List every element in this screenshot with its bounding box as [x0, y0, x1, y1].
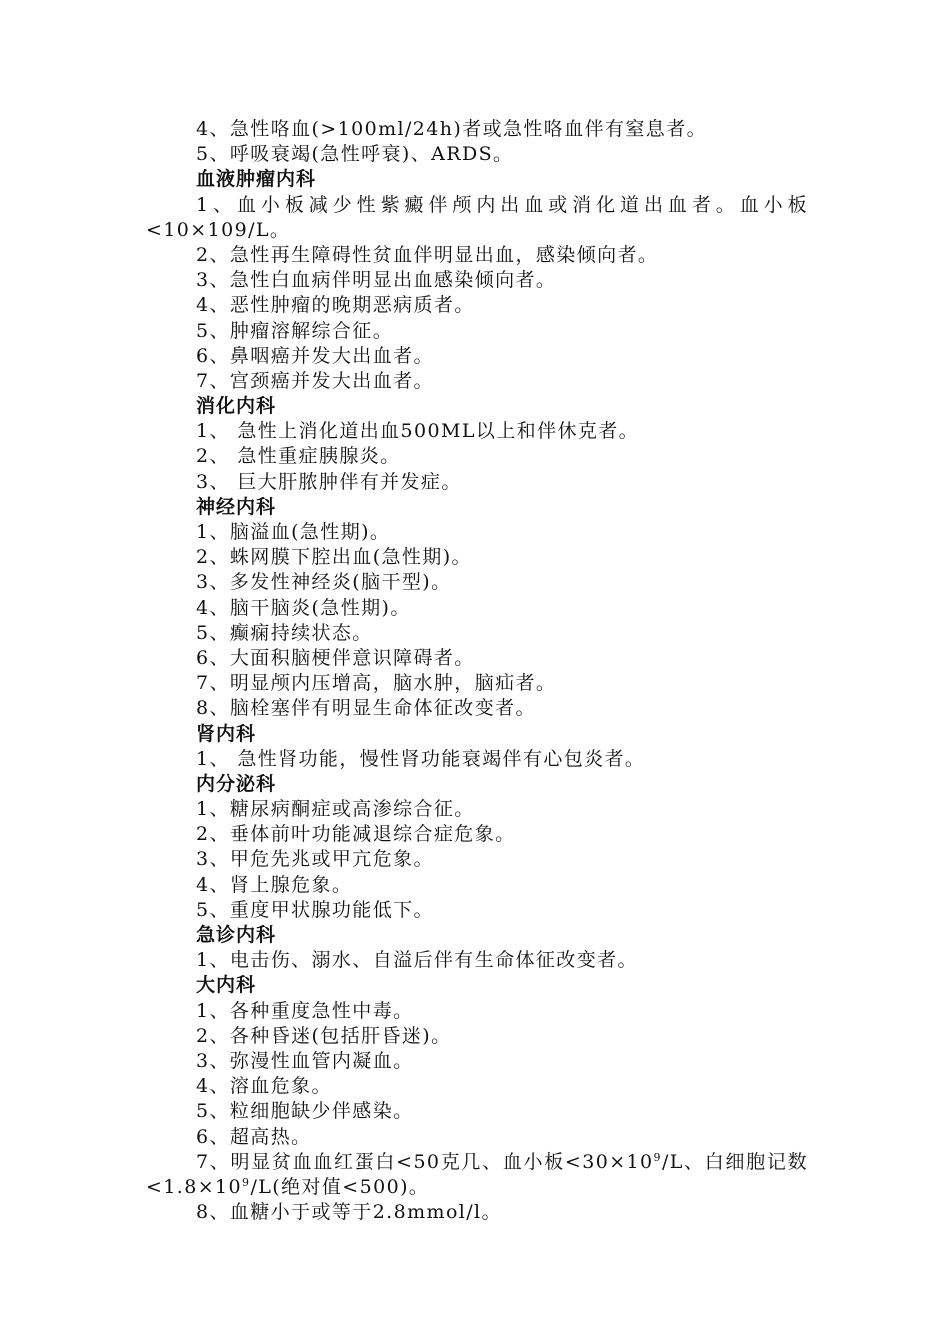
line-text-tail: /L(绝对值<500)。 [250, 1175, 430, 1198]
list-item: 6、大面积脑梗伴意识障碍者。 [196, 646, 475, 669]
list-item: 1、血小板减少性紫癜伴颅内出血或消化道出血者。血小板 [196, 193, 808, 216]
list-item: 5、粒细胞缺少伴感染。 [196, 1100, 414, 1123]
list-item: 8、脑栓塞伴有明显生命体征改变者。 [196, 697, 536, 720]
list-item: 1、脑溢血(急性期)。 [196, 521, 391, 543]
list-item: 8、血糖小于或等于2.8mmol/l。 [196, 1201, 502, 1224]
document-page [0, 117, 950, 1225]
list-item: 2、各种昏迷(包括肝昏迷)。 [196, 1024, 452, 1047]
list-item: 7、明显颅内压增高，脑水肿，脑疝者。 [196, 672, 557, 695]
superscript: 9 [242, 1175, 251, 1189]
section-heading: 肾内科 [196, 722, 257, 745]
list-item [0, 1150, 950, 1175]
line-text: <1.8×10 [146, 1175, 243, 1198]
list-item: 5、肿瘤溶解综合征。 [196, 319, 394, 342]
section-heading: 内分泌科 [196, 772, 277, 795]
list-item: 3、多发性神经炎(脑干型)。 [196, 571, 452, 594]
section-heading: 神经内科 [196, 495, 277, 518]
list-item: 4、恶性肿瘤的晚期恶病质者。 [196, 294, 475, 317]
list-item: 1、糖尿病酮症或高渗综合征。 [196, 798, 475, 821]
list-item: 4、脑干脑炎(急性期)。 [196, 596, 411, 619]
line-text-tail: /L、白细胞记数 [661, 1150, 808, 1173]
list-item: 2、垂体前叶功能减退综合症危象。 [196, 823, 516, 846]
list-item: 2、 急性重症胰腺炎。 [196, 445, 401, 468]
list-item: 4、溶血危象。 [196, 1075, 332, 1098]
list-item: 2、急性再生障碍性贫血伴明显出血，感染倾向者。 [196, 243, 659, 266]
list-item: 5、重度甲状腺功能低下。 [196, 898, 434, 921]
list-item: 1、 急性肾功能，慢性肾功能衰竭伴有心包炎者。 [196, 747, 646, 770]
list-item: 4、肾上腺危象。 [196, 873, 353, 896]
section-heading: 消化内科 [196, 395, 277, 418]
list-item: 5、呼吸衰竭(急性呼衰)、ARDS。 [196, 143, 514, 166]
section-heading: 大内科 [196, 974, 257, 997]
list-item: 2、蛛网膜下腔出血(急性期)。 [196, 546, 472, 569]
list-item: 6、鼻咽癌并发大出血者。 [196, 344, 434, 367]
list-item: 5、癫痫持续状态。 [196, 621, 373, 644]
list-item: 7、宫颈癌并发大出血者。 [196, 369, 434, 392]
line-text: 7、明显贫血血红蛋白<50克几、血小板<30×10 [196, 1150, 654, 1173]
list-item: 3、急性白血病伴明显出血感染倾向者。 [196, 269, 557, 292]
list-item-continuation: <10×109/L。 [146, 218, 291, 241]
list-item: 6、超高热。 [196, 1125, 312, 1148]
list-item: 1、电击伤、溺水、自溢后伴有生命体征改变者。 [196, 949, 638, 972]
list-item: 3、弥漫性血管内凝血。 [196, 1049, 414, 1072]
superscript: 9 [653, 1150, 662, 1164]
list-item: 3、甲危先兆或甲亢危象。 [196, 848, 434, 871]
list-item: 4、急性咯血(>100ml/24h)者或急性咯血伴有窒息者。 [196, 118, 708, 140]
list-item: 1、 急性上消化道出血500ML以上和伴休克者。 [196, 420, 640, 443]
section-heading: 血液肿瘤内科 [196, 168, 317, 191]
list-item: 3、 巨大肝脓肿伴有并发症。 [196, 470, 462, 493]
list-item: 1、各种重度急性中毒。 [196, 999, 414, 1022]
section-heading: 急诊内科 [196, 924, 277, 946]
list-item-continuation [0, 1175, 950, 1200]
